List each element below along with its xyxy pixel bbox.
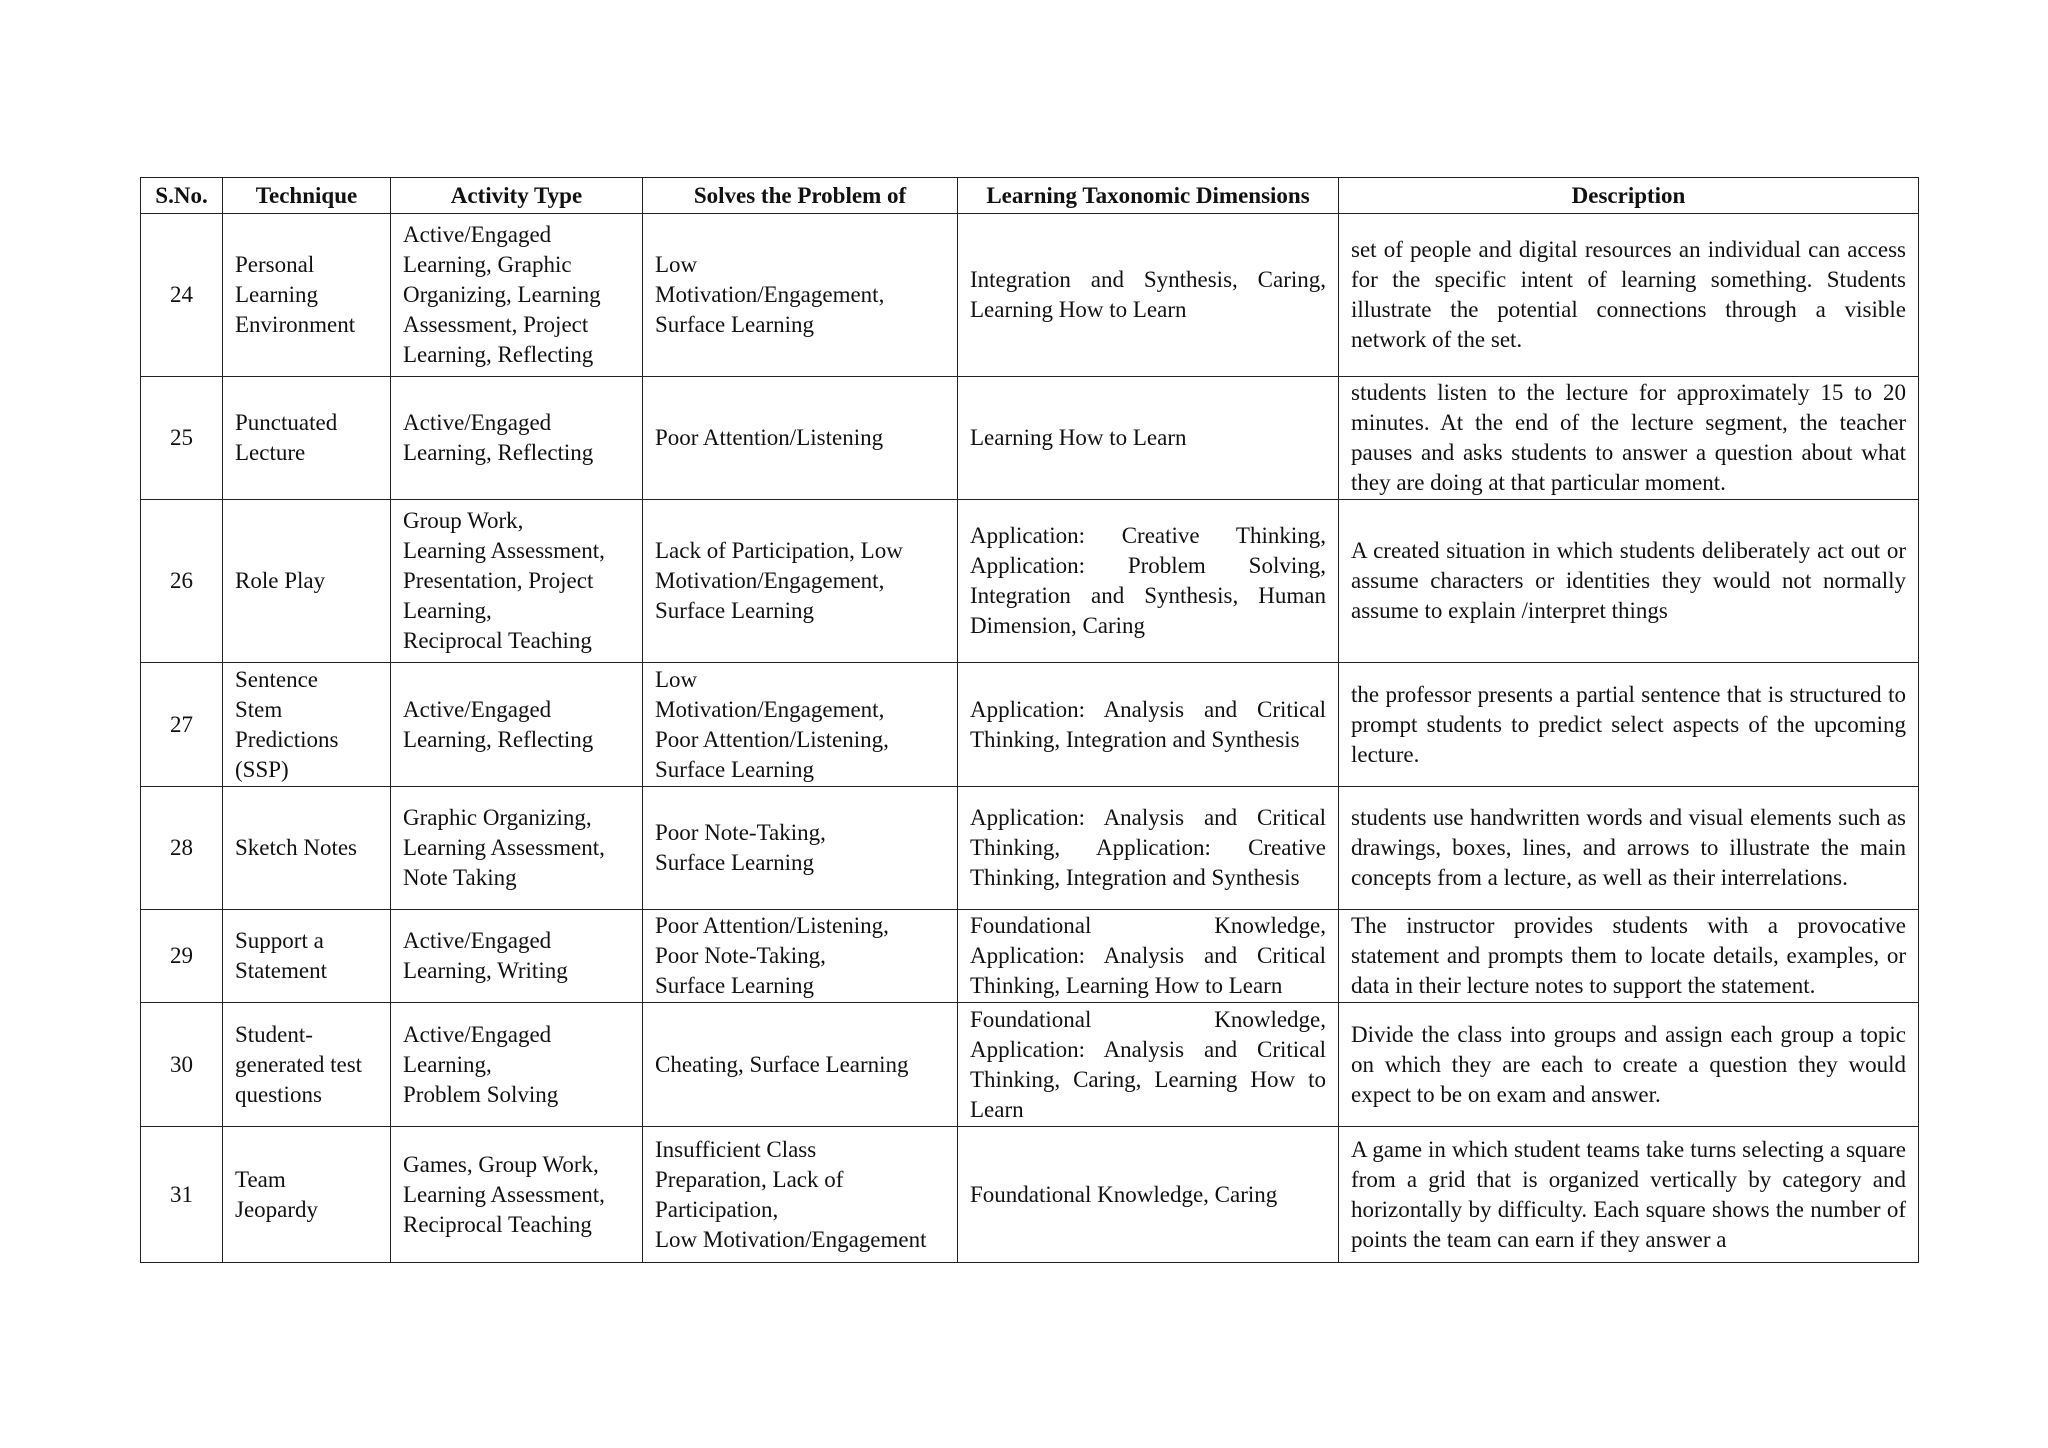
- cell-problem: Poor Attention/Listening, Poor Note-Taking, Surface Learning: [643, 910, 958, 1003]
- cell-description: set of people and digital resources an individual can access for the specific intent of learning something. Students illustrate the potential connections through a visible network of the set.: [1339, 214, 1919, 377]
- cell-dimensions: Learning How to Learn: [958, 377, 1339, 500]
- cell-activity: Active/Engaged Learning, Reflecting: [391, 663, 643, 787]
- cell-dimensions: Application: Analysis and Critical Thinking, Integration and Synthesis: [958, 663, 1339, 787]
- cell-dimensions: Application: Creative Thinking, Application: Problem Solving, Integration and Synthesis, Human Dimension, Caring: [958, 500, 1339, 663]
- cell-dimensions: Foundational Knowledge, Application: Analysis and Critical Thinking, Caring, Learning How to Learn: [958, 1003, 1339, 1127]
- cell-description: The instructor provides students with a provocative statement and prompts them to locate details, examples, or data in their lecture notes to support the statement.: [1339, 910, 1919, 1003]
- cell-problem: Poor Attention/Listening: [643, 377, 958, 500]
- table-row: [141, 663, 1919, 787]
- cell-description: A game in which student teams take turns selecting a square from a grid that is organized vertically by category and horizontally by difficulty. Each square shows the number of points the team can earn if they answer a: [1339, 1127, 1919, 1263]
- table-row: [141, 500, 1919, 663]
- cell-activity: Graphic Organizing, Learning Assessment, Note Taking: [391, 787, 643, 910]
- cell-technique: Team Jeopardy: [223, 1127, 391, 1263]
- cell-technique: Student- generated test questions: [223, 1003, 391, 1127]
- header-activity-type: Activity Type: [391, 178, 643, 214]
- cell-sno: 29: [141, 910, 223, 1003]
- cell-sno: 25: [141, 377, 223, 500]
- cell-problem: Low Motivation/Engagement, Poor Attention/Listening, Surface Learning: [643, 663, 958, 787]
- cell-dimensions: Foundational Knowledge, Application: Analysis and Critical Thinking, Learning How to Learn: [958, 910, 1339, 1003]
- cell-description: students use handwritten words and visual elements such as drawings, boxes, lines, and arrows to illustrate the main concepts from a lecture, as well as their interrelations.: [1339, 787, 1919, 910]
- table-row: [141, 1003, 1919, 1127]
- cell-activity: Active/Engaged Learning, Graphic Organizing, Learning Assessment, Project Learning, Reflecting: [391, 214, 643, 377]
- cell-technique: Support a Statement: [223, 910, 391, 1003]
- cell-activity: Games, Group Work, Learning Assessment, Reciprocal Teaching: [391, 1127, 643, 1263]
- techniques-table: [140, 177, 1919, 1263]
- cell-activity: Group Work, Learning Assessment, Presentation, Project Learning, Reciprocal Teaching: [391, 500, 643, 663]
- cell-description: A created situation in which students deliberately act out or assume characters or identities they would not normally assume to explain /interpret things: [1339, 500, 1919, 663]
- cell-dimensions: Integration and Synthesis, Caring, Learning How to Learn: [958, 214, 1339, 377]
- table-row: [141, 910, 1919, 1003]
- cell-sno: 28: [141, 787, 223, 910]
- table-row: [141, 377, 1919, 500]
- cell-dimensions: Foundational Knowledge, Caring: [958, 1127, 1339, 1263]
- cell-technique: Punctuated Lecture: [223, 377, 391, 500]
- table-row: [141, 787, 1919, 910]
- cell-problem: Insufficient Class Preparation, Lack of Participation, Low Motivation/Engagement: [643, 1127, 958, 1263]
- cell-description: Divide the class into groups and assign each group a topic on which they are each to create a question they would expect to be on exam and answer.: [1339, 1003, 1919, 1127]
- table-header-row: [141, 178, 1919, 214]
- cell-description: the professor presents a partial sentence that is structured to prompt students to predict select aspects of the upcoming lecture.: [1339, 663, 1919, 787]
- cell-sno: 31: [141, 1127, 223, 1263]
- cell-activity: Active/Engaged Learning, Problem Solving: [391, 1003, 643, 1127]
- cell-technique: Sketch Notes: [223, 787, 391, 910]
- cell-activity: Active/Engaged Learning, Reflecting: [391, 377, 643, 500]
- cell-sno: 27: [141, 663, 223, 787]
- header-taxonomic-dimensions: Learning Taxonomic Dimensions: [958, 178, 1339, 214]
- cell-technique: Sentence Stem Predictions (SSP): [223, 663, 391, 787]
- cell-problem: Lack of Participation, Low Motivation/Engagement, Surface Learning: [643, 500, 958, 663]
- cell-technique: Personal Learning Environment: [223, 214, 391, 377]
- header-description: Description: [1339, 178, 1919, 214]
- header-technique: Technique: [223, 178, 391, 214]
- cell-sno: 26: [141, 500, 223, 663]
- header-sno: S.No.: [141, 178, 223, 214]
- cell-description: students listen to the lecture for approximately 15 to 20 minutes. At the end of the lecture segment, the teacher pauses and asks students to answer a question about what they are doing at that particular moment.: [1339, 377, 1919, 500]
- table-row: [141, 1127, 1919, 1263]
- cell-technique: Role Play: [223, 500, 391, 663]
- cell-activity: Active/Engaged Learning, Writing: [391, 910, 643, 1003]
- document-page: [140, 177, 1918, 1263]
- header-solves-problem: Solves the Problem of: [643, 178, 958, 214]
- cell-problem: Cheating, Surface Learning: [643, 1003, 958, 1127]
- table-row: [141, 214, 1919, 377]
- cell-dimensions: Application: Analysis and Critical Thinking, Application: Creative Thinking, Integration and Synthesis: [958, 787, 1339, 910]
- cell-sno: 24: [141, 214, 223, 377]
- cell-problem: Poor Note-Taking, Surface Learning: [643, 787, 958, 910]
- cell-problem: Low Motivation/Engagement, Surface Learning: [643, 214, 958, 377]
- cell-sno: 30: [141, 1003, 223, 1127]
